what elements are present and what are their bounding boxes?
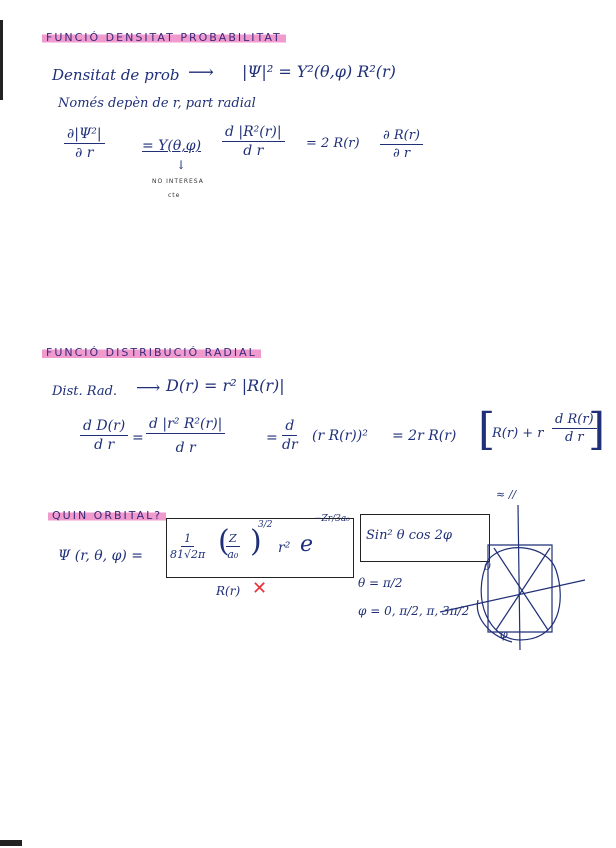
frac-num: d D(r) bbox=[80, 418, 128, 436]
frac-den: d r bbox=[94, 437, 115, 453]
sketch-vertical-axis bbox=[518, 505, 520, 650]
bracket-left: [ bbox=[478, 404, 496, 455]
paren-close: ) bbox=[250, 524, 262, 559]
arrow-1: ⟶ bbox=[188, 62, 214, 83]
theta-value: θ = π/2 bbox=[358, 576, 403, 590]
frac-den: d r bbox=[564, 430, 584, 445]
radial-only-note: Només depèn de r, part radial bbox=[58, 96, 256, 111]
phi-label: φ bbox=[500, 628, 508, 641]
paren-open: ( bbox=[218, 524, 230, 559]
constant-note: cte bbox=[168, 192, 181, 199]
two-R: = 2 R(r) bbox=[306, 136, 360, 151]
frac-den: dr bbox=[282, 437, 298, 453]
section-heading-density: FUNCIÓ DENSITAT PROBABILITAT bbox=[42, 30, 286, 45]
two-r-R: = 2r R(r) bbox=[392, 428, 457, 444]
exponent: −Zr/3a₀ bbox=[314, 514, 350, 524]
frac-num: d |r² R²(r)| bbox=[146, 416, 225, 434]
top-marks: ≈ ∕∕ bbox=[496, 488, 517, 501]
frac-num: d bbox=[282, 418, 297, 436]
red-cross-icon: ✕ bbox=[252, 578, 268, 599]
radial-dist-label: Dist. Rad. bbox=[52, 384, 118, 399]
not-interested-note: NO INTERESA bbox=[152, 178, 204, 185]
angular-formula: Sin² θ cos 2φ bbox=[366, 528, 453, 543]
frac-den: 81√2π bbox=[170, 548, 206, 561]
sketch-horizontal-axis bbox=[440, 580, 585, 612]
frac-num: 1 bbox=[181, 532, 194, 547]
frac-num: d R(r) bbox=[552, 412, 597, 429]
r-R-squared: (r R(r))² bbox=[312, 428, 368, 444]
density-formula: |Ψ|² = Y²(θ,φ) R²(r) bbox=[242, 62, 396, 81]
equals-sign: = bbox=[266, 430, 278, 446]
phi-values: φ = 0, π/2, π, 3π/2 bbox=[358, 604, 470, 618]
section-heading-radial: FUNCIÓ DISTRIBUCIÓ RADIAL bbox=[42, 345, 261, 360]
bracket-term: R(r) + r bbox=[492, 426, 544, 441]
frac-den: d r bbox=[175, 440, 196, 456]
down-arrow: ↓ bbox=[176, 158, 187, 172]
frac-num: Z bbox=[226, 532, 240, 547]
frac-den: a₀ bbox=[227, 548, 239, 561]
bracket-right: ] bbox=[588, 404, 606, 455]
radial-label: R(r) bbox=[216, 584, 241, 598]
arrow-2: ⟶ bbox=[136, 378, 161, 398]
zero-label: 0 bbox=[484, 560, 491, 573]
frac-den: ∂ r bbox=[392, 146, 411, 161]
section-heading-orbital: QUIN ORBITAL? bbox=[48, 508, 166, 523]
frac-num: d |R²(r)| bbox=[222, 124, 285, 142]
frac-den: d r bbox=[243, 143, 264, 159]
exponential-e: e bbox=[300, 532, 314, 557]
density-label: Densitat de prob bbox=[52, 66, 180, 84]
equals-sign: = bbox=[132, 430, 144, 446]
y-theta-phi: = Y(θ,φ) bbox=[142, 138, 202, 154]
sketch-diagonal bbox=[494, 548, 548, 630]
frac-num: ∂ R(r) bbox=[380, 128, 423, 145]
psi-label: Ψ (r, θ, φ) = bbox=[58, 548, 144, 564]
radial-dist-formula: D(r) = r² |R(r)| bbox=[166, 376, 285, 395]
exponent-three-halves: 3/2 bbox=[258, 520, 273, 530]
r-squared: r² bbox=[278, 540, 291, 556]
frac-den: ∂ r bbox=[75, 145, 94, 161]
scan-edge-left bbox=[0, 20, 3, 100]
scan-edge-bottom bbox=[0, 840, 22, 846]
frac-num: ∂|Ψ²| bbox=[64, 126, 105, 144]
